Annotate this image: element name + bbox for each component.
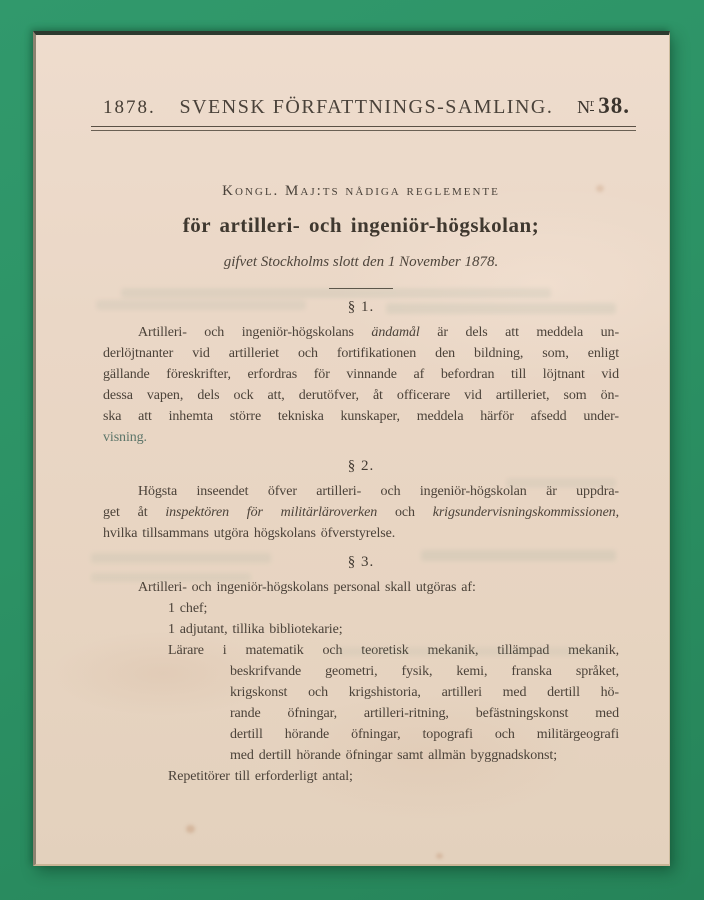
text-segment: Artilleri- och ingeniör-högskolans: [138, 325, 372, 340]
foxing-spot: [186, 825, 195, 833]
issue-ordinal-mark: r: [590, 97, 594, 109]
text-line: [230, 703, 619, 724]
text-segment: 1 adjutant, tillika bibliotekarie;: [168, 622, 343, 637]
text-line: [103, 322, 619, 343]
emphasized-text: ändamål: [371, 325, 420, 340]
issue-prefix: N: [577, 97, 591, 117]
masthead-series-title: SVENSK FÖRFATTNINGS-SAMLING.: [179, 96, 554, 118]
text-segment: 1 chef;: [168, 601, 208, 616]
text-line: [103, 385, 619, 406]
kicker: Kongl. Maj:ts nådiga reglemente: [222, 183, 500, 199]
document-sections: [103, 299, 619, 787]
text-segment: ska att inhemta större tekniska kunskaper, meddela härför afsedd under-: [103, 409, 619, 424]
text-line: [168, 598, 619, 619]
scan-artifact: [121, 288, 551, 298]
text-segment: Artilleri- och ingeniör-högskolans personal skall utgöras af:: [138, 580, 476, 595]
text-segment: och: [377, 505, 433, 520]
emphasized-text: krigsundervisningskommissionen: [432, 505, 616, 520]
text-line: [103, 523, 619, 544]
section-heading: § 2.: [347, 458, 375, 474]
text-segment: derlöjtnanter vid artilleriet och fortifikationen den bildning, som, enligt: [103, 346, 619, 361]
text-segment: gällande föreskrifter, erfordras för vinnande af befordran till löjtnant vid: [103, 367, 619, 382]
text-line: [230, 745, 619, 766]
document-title: för artilleri- och ingeniör-högskolan;: [182, 213, 540, 237]
text-line: [103, 502, 619, 523]
text-line: [103, 364, 619, 385]
text-line: [230, 724, 619, 745]
text-line: [103, 427, 619, 448]
masthead-year: 1878.: [103, 97, 156, 118]
emphasized-text: inspektören för militärläroverken: [165, 505, 378, 520]
issue-value: 38.: [598, 93, 630, 118]
text-segment: ,: [615, 505, 619, 520]
text-segment: rande öfningar, artilleri-ritning, befästningskonst med: [230, 706, 619, 721]
text-line: [103, 343, 619, 364]
title-divider-rule: [329, 288, 393, 289]
section-heading: § 3.: [347, 554, 375, 570]
masthead: [91, 93, 636, 119]
text-segment: dertill hörande öfningar, topografi och militärgeografi: [230, 727, 619, 742]
text-segment: beskrifvande geometri, fysik, kemi, franska språket,: [230, 664, 619, 679]
text-segment: dessa vapen, dels ock att, derutöfver, åt officerare vid artilleriet, som ön-: [103, 388, 619, 403]
text-line: [230, 661, 619, 682]
text-line: [168, 640, 619, 661]
text-line: [168, 619, 619, 640]
text-segment: är dels att meddela un-: [419, 325, 620, 340]
section: [103, 554, 619, 787]
text-segment: visning.: [103, 430, 147, 445]
masthead-issue-number: [577, 93, 630, 119]
section-heading: § 1.: [347, 299, 375, 315]
text-segment: krigskonst och krigshistoria, artilleri med dertill hö-: [230, 685, 619, 700]
text-segment: hvilka tillsammans utgöra högskolans öfverstyrelse.: [103, 526, 396, 541]
text-line: [230, 682, 619, 703]
section: [103, 458, 619, 544]
text-line: [103, 481, 619, 502]
dateline: gifvet Stockholms slott den 1 November 1878.: [223, 254, 499, 270]
text-segment: med dertill hörande öfningar samt allmän byggnadskonst;: [230, 748, 557, 763]
text-line: [103, 406, 619, 427]
text-segment: Lärare i matematik och teoretisk mekanik, tillämpad mekanik,: [168, 643, 619, 658]
section: [103, 299, 619, 448]
text-segment: Repetitörer till erforderligt antal;: [168, 769, 353, 784]
foxing-spot: [436, 853, 443, 859]
document-page: [33, 31, 670, 866]
text-line: [168, 766, 619, 787]
text-segment: get åt: [103, 505, 166, 520]
text-segment: Högsta inseendet öfver artilleri- och ingeniör-högskolan är uppdra-: [138, 484, 619, 499]
masthead-block: [91, 93, 636, 131]
masthead-double-rule: [91, 126, 636, 131]
text-line: [103, 577, 619, 598]
